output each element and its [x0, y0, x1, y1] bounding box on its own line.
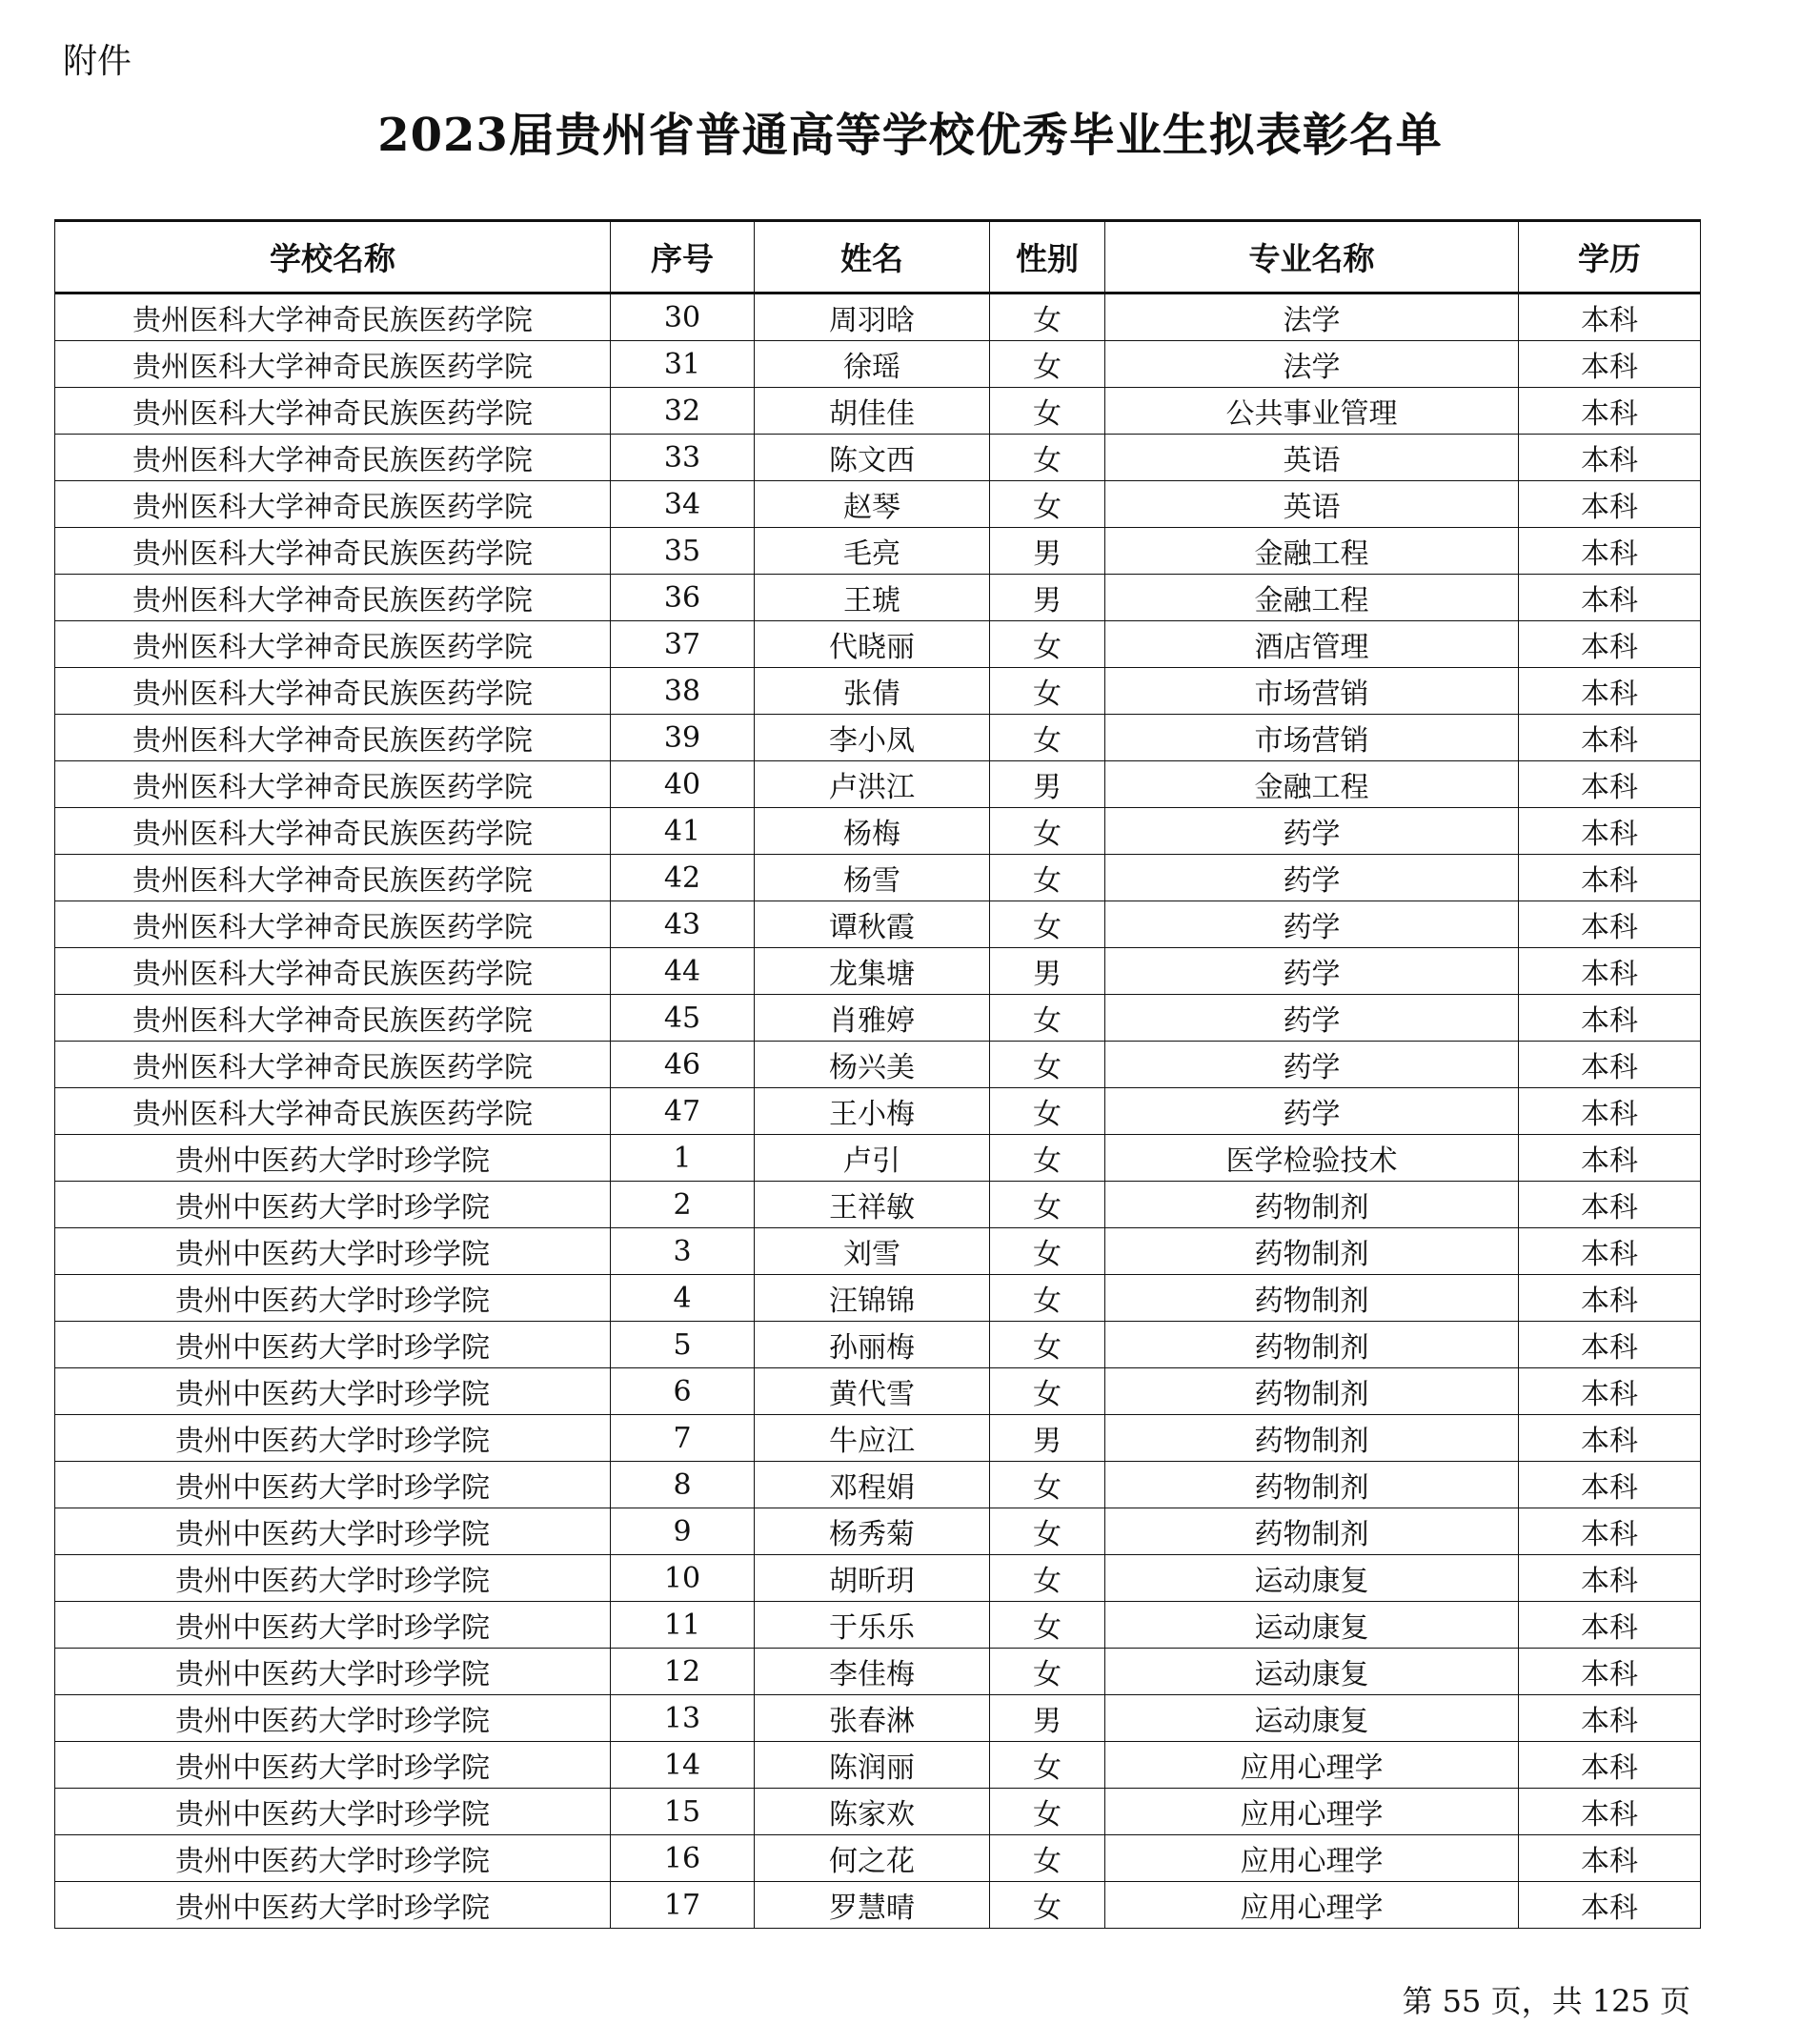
cell-index: 31	[611, 341, 755, 388]
cell-school: 贵州医科大学神奇民族医药学院	[55, 575, 611, 621]
cell-school: 贵州中医药大学时珍学院	[55, 1695, 611, 1742]
cell-index: 41	[611, 808, 755, 855]
table-row	[55, 1882, 1701, 1929]
cell-gender: 女	[990, 388, 1105, 435]
cell-name: 孙丽梅	[755, 1322, 990, 1368]
cell-major: 药物制剂	[1105, 1508, 1519, 1555]
cell-degree: 本科	[1519, 435, 1701, 481]
cell-major: 英语	[1105, 435, 1519, 481]
cell-degree: 本科	[1519, 901, 1701, 948]
table-row	[55, 1042, 1701, 1088]
cell-name: 黄代雪	[755, 1368, 990, 1415]
table-row	[55, 668, 1701, 715]
cell-name: 谭秋霞	[755, 901, 990, 948]
cell-gender: 男	[990, 948, 1105, 995]
cell-index: 45	[611, 995, 755, 1042]
cell-gender: 女	[990, 1228, 1105, 1275]
cell-school: 贵州医科大学神奇民族医药学院	[55, 761, 611, 808]
cell-index: 43	[611, 901, 755, 948]
table-row	[55, 341, 1701, 388]
cell-school: 贵州医科大学神奇民族医药学院	[55, 435, 611, 481]
cell-degree: 本科	[1519, 1415, 1701, 1462]
cell-name: 赵琴	[755, 481, 990, 528]
cell-index: 4	[611, 1275, 755, 1322]
cell-major: 药物制剂	[1105, 1462, 1519, 1508]
cell-index: 42	[611, 855, 755, 901]
cell-school: 贵州中医药大学时珍学院	[55, 1182, 611, 1228]
table-row	[55, 435, 1701, 481]
cell-degree: 本科	[1519, 995, 1701, 1042]
cell-major: 药物制剂	[1105, 1368, 1519, 1415]
cell-school: 贵州医科大学神奇民族医药学院	[55, 481, 611, 528]
cell-name: 牛应江	[755, 1415, 990, 1462]
table-row	[55, 995, 1701, 1042]
column-header-name: 姓名	[755, 221, 990, 293]
cell-school: 贵州医科大学神奇民族医药学院	[55, 948, 611, 995]
cell-school: 贵州中医药大学时珍学院	[55, 1508, 611, 1555]
cell-degree: 本科	[1519, 1789, 1701, 1835]
cell-index: 1	[611, 1135, 755, 1182]
cell-degree: 本科	[1519, 1182, 1701, 1228]
cell-school: 贵州中医药大学时珍学院	[55, 1415, 611, 1462]
cell-name: 张倩	[755, 668, 990, 715]
cell-major: 运动康复	[1105, 1649, 1519, 1695]
cell-school: 贵州中医药大学时珍学院	[55, 1322, 611, 1368]
cell-degree: 本科	[1519, 1462, 1701, 1508]
cell-gender: 女	[990, 1835, 1105, 1882]
cell-major: 市场营销	[1105, 668, 1519, 715]
cell-school: 贵州中医药大学时珍学院	[55, 1462, 611, 1508]
cell-name: 杨秀菊	[755, 1508, 990, 1555]
cell-school: 贵州医科大学神奇民族医药学院	[55, 901, 611, 948]
cell-degree: 本科	[1519, 715, 1701, 761]
cell-gender: 男	[990, 1415, 1105, 1462]
table-row	[55, 715, 1701, 761]
table-row	[55, 1602, 1701, 1649]
cell-gender: 男	[990, 528, 1105, 575]
cell-degree: 本科	[1519, 1368, 1701, 1415]
cell-major: 药学	[1105, 808, 1519, 855]
cell-major: 应用心理学	[1105, 1835, 1519, 1882]
cell-gender: 女	[990, 995, 1105, 1042]
table-header	[55, 221, 1701, 293]
table-row	[55, 1135, 1701, 1182]
table-row	[55, 621, 1701, 668]
cell-index: 10	[611, 1555, 755, 1602]
cell-gender: 女	[990, 715, 1105, 761]
table-row	[55, 1322, 1701, 1368]
cell-name: 于乐乐	[755, 1602, 990, 1649]
table-row	[55, 808, 1701, 855]
cell-school: 贵州医科大学神奇民族医药学院	[55, 293, 611, 341]
cell-index: 35	[611, 528, 755, 575]
cell-gender: 女	[990, 1042, 1105, 1088]
cell-major: 药物制剂	[1105, 1275, 1519, 1322]
cell-major: 药学	[1105, 1042, 1519, 1088]
cell-major: 药学	[1105, 948, 1519, 995]
cell-degree: 本科	[1519, 575, 1701, 621]
cell-index: 2	[611, 1182, 755, 1228]
cell-major: 应用心理学	[1105, 1742, 1519, 1789]
cell-index: 5	[611, 1322, 755, 1368]
column-header-index: 序号	[611, 221, 755, 293]
cell-index: 47	[611, 1088, 755, 1135]
cell-name: 王祥敏	[755, 1182, 990, 1228]
cell-index: 14	[611, 1742, 755, 1789]
column-header-gender: 性别	[990, 221, 1105, 293]
cell-school: 贵州中医药大学时珍学院	[55, 1555, 611, 1602]
cell-school: 贵州中医药大学时珍学院	[55, 1228, 611, 1275]
cell-major: 运动康复	[1105, 1602, 1519, 1649]
cell-gender: 女	[990, 1322, 1105, 1368]
cell-degree: 本科	[1519, 1602, 1701, 1649]
cell-school: 贵州中医药大学时珍学院	[55, 1368, 611, 1415]
cell-name: 邓程娟	[755, 1462, 990, 1508]
cell-degree: 本科	[1519, 1135, 1701, 1182]
cell-degree: 本科	[1519, 1088, 1701, 1135]
cell-major: 法学	[1105, 293, 1519, 341]
cell-school: 贵州中医药大学时珍学院	[55, 1882, 611, 1929]
table-row	[55, 1182, 1701, 1228]
cell-school: 贵州中医药大学时珍学院	[55, 1835, 611, 1882]
cell-gender: 女	[990, 341, 1105, 388]
cell-name: 龙集塘	[755, 948, 990, 995]
cell-name: 李小凤	[755, 715, 990, 761]
cell-name: 胡昕玥	[755, 1555, 990, 1602]
cell-school: 贵州医科大学神奇民族医药学院	[55, 528, 611, 575]
table-row	[55, 1228, 1701, 1275]
table-body	[55, 293, 1701, 1929]
cell-degree: 本科	[1519, 855, 1701, 901]
table-row	[55, 1415, 1701, 1462]
cell-index: 3	[611, 1228, 755, 1275]
cell-index: 38	[611, 668, 755, 715]
cell-gender: 女	[990, 1789, 1105, 1835]
cell-name: 杨兴美	[755, 1042, 990, 1088]
cell-degree: 本科	[1519, 341, 1701, 388]
column-header-degree: 学历	[1519, 221, 1701, 293]
cell-index: 46	[611, 1042, 755, 1088]
cell-index: 15	[611, 1789, 755, 1835]
cell-name: 李佳梅	[755, 1649, 990, 1695]
cell-major: 运动康复	[1105, 1555, 1519, 1602]
cell-degree: 本科	[1519, 1695, 1701, 1742]
cell-major: 医学检验技术	[1105, 1135, 1519, 1182]
table-row	[55, 1508, 1701, 1555]
table-row	[55, 1275, 1701, 1322]
cell-degree: 本科	[1519, 1555, 1701, 1602]
cell-gender: 女	[990, 1602, 1105, 1649]
cell-school: 贵州医科大学神奇民族医药学院	[55, 1042, 611, 1088]
cell-gender: 女	[990, 668, 1105, 715]
cell-major: 酒店管理	[1105, 621, 1519, 668]
cell-major: 法学	[1105, 341, 1519, 388]
cell-major: 运动康复	[1105, 1695, 1519, 1742]
table-row	[55, 1649, 1701, 1695]
cell-degree: 本科	[1519, 761, 1701, 808]
table-row	[55, 575, 1701, 621]
cell-name: 杨梅	[755, 808, 990, 855]
cell-major: 药学	[1105, 1088, 1519, 1135]
cell-degree: 本科	[1519, 1835, 1701, 1882]
cell-gender: 女	[990, 1508, 1105, 1555]
table-row	[55, 1555, 1701, 1602]
cell-major: 药物制剂	[1105, 1322, 1519, 1368]
column-header-major: 专业名称	[1105, 221, 1519, 293]
page-title: 2023届贵州省普通高等学校优秀毕业生拟表彰名单	[377, 109, 1443, 162]
cell-index: 40	[611, 761, 755, 808]
cell-name: 罗慧晴	[755, 1882, 990, 1929]
cell-name: 何之花	[755, 1835, 990, 1882]
cell-index: 8	[611, 1462, 755, 1508]
column-header-school: 学校名称	[55, 221, 611, 293]
cell-gender: 女	[990, 621, 1105, 668]
cell-gender: 女	[990, 855, 1105, 901]
table-row	[55, 388, 1701, 435]
cell-degree: 本科	[1519, 948, 1701, 995]
cell-gender: 女	[990, 1368, 1105, 1415]
cell-name: 杨雪	[755, 855, 990, 901]
cell-degree: 本科	[1519, 1042, 1701, 1088]
cell-major: 应用心理学	[1105, 1882, 1519, 1929]
honoree-table	[54, 219, 1701, 1929]
table-row	[55, 528, 1701, 575]
cell-major: 药学	[1105, 901, 1519, 948]
cell-name: 刘雪	[755, 1228, 990, 1275]
cell-major: 金融工程	[1105, 575, 1519, 621]
cell-name: 毛亮	[755, 528, 990, 575]
table-row	[55, 761, 1701, 808]
cell-degree: 本科	[1519, 1275, 1701, 1322]
cell-degree: 本科	[1519, 481, 1701, 528]
cell-index: 32	[611, 388, 755, 435]
cell-index: 36	[611, 575, 755, 621]
table-row	[55, 1835, 1701, 1882]
cell-gender: 女	[990, 808, 1105, 855]
table-row	[55, 855, 1701, 901]
cell-school: 贵州医科大学神奇民族医药学院	[55, 621, 611, 668]
cell-index: 13	[611, 1695, 755, 1742]
cell-major: 药物制剂	[1105, 1182, 1519, 1228]
cell-gender: 女	[990, 1088, 1105, 1135]
cell-gender: 男	[990, 1695, 1105, 1742]
cell-degree: 本科	[1519, 1508, 1701, 1555]
cell-school: 贵州中医药大学时珍学院	[55, 1649, 611, 1695]
header-row	[55, 221, 1701, 293]
table-row	[55, 948, 1701, 995]
cell-school: 贵州中医药大学时珍学院	[55, 1135, 611, 1182]
cell-school: 贵州中医药大学时珍学院	[55, 1789, 611, 1835]
cell-major: 药学	[1105, 995, 1519, 1042]
cell-index: 34	[611, 481, 755, 528]
cell-major: 药物制剂	[1105, 1228, 1519, 1275]
cell-gender: 女	[990, 293, 1105, 341]
table-row	[55, 1462, 1701, 1508]
page-number: 第 55 页，共 125 页	[1402, 1983, 1690, 2019]
table-row	[55, 901, 1701, 948]
cell-gender: 女	[990, 1742, 1105, 1789]
cell-school: 贵州医科大学神奇民族医药学院	[55, 388, 611, 435]
cell-name: 陈润丽	[755, 1742, 990, 1789]
cell-major: 英语	[1105, 481, 1519, 528]
cell-school: 贵州医科大学神奇民族医药学院	[55, 995, 611, 1042]
table-row	[55, 481, 1701, 528]
cell-gender: 男	[990, 575, 1105, 621]
cell-school: 贵州中医药大学时珍学院	[55, 1602, 611, 1649]
cell-index: 44	[611, 948, 755, 995]
cell-index: 12	[611, 1649, 755, 1695]
cell-school: 贵州医科大学神奇民族医药学院	[55, 668, 611, 715]
cell-name: 胡佳佳	[755, 388, 990, 435]
cell-degree: 本科	[1519, 1649, 1701, 1695]
table-row	[55, 1695, 1701, 1742]
cell-gender: 女	[990, 1462, 1105, 1508]
table-row	[55, 1088, 1701, 1135]
cell-name: 卢洪江	[755, 761, 990, 808]
cell-degree: 本科	[1519, 808, 1701, 855]
cell-index: 17	[611, 1882, 755, 1929]
cell-name: 代晓丽	[755, 621, 990, 668]
cell-gender: 女	[990, 1135, 1105, 1182]
cell-index: 9	[611, 1508, 755, 1555]
cell-index: 7	[611, 1415, 755, 1462]
cell-name: 肖雅婷	[755, 995, 990, 1042]
cell-school: 贵州医科大学神奇民族医药学院	[55, 1088, 611, 1135]
table-row	[55, 1789, 1701, 1835]
cell-name: 王小梅	[755, 1088, 990, 1135]
cell-index: 11	[611, 1602, 755, 1649]
cell-name: 汪锦锦	[755, 1275, 990, 1322]
cell-major: 金融工程	[1105, 761, 1519, 808]
cell-index: 33	[611, 435, 755, 481]
cell-gender: 女	[990, 481, 1105, 528]
cell-school: 贵州中医药大学时珍学院	[55, 1742, 611, 1789]
cell-name: 张春淋	[755, 1695, 990, 1742]
cell-degree: 本科	[1519, 1322, 1701, 1368]
cell-school: 贵州医科大学神奇民族医药学院	[55, 808, 611, 855]
table-row	[55, 1742, 1701, 1789]
cell-major: 应用心理学	[1105, 1789, 1519, 1835]
cell-major: 药物制剂	[1105, 1415, 1519, 1462]
cell-major: 公共事业管理	[1105, 388, 1519, 435]
cell-name: 王琥	[755, 575, 990, 621]
cell-school: 贵州医科大学神奇民族医药学院	[55, 715, 611, 761]
cell-name: 陈文西	[755, 435, 990, 481]
cell-gender: 女	[990, 901, 1105, 948]
cell-index: 37	[611, 621, 755, 668]
cell-name: 徐瑶	[755, 341, 990, 388]
cell-school: 贵州医科大学神奇民族医药学院	[55, 855, 611, 901]
cell-degree: 本科	[1519, 668, 1701, 715]
cell-name: 卢引	[755, 1135, 990, 1182]
cell-gender: 女	[990, 1555, 1105, 1602]
table-row	[55, 293, 1701, 341]
cell-gender: 男	[990, 761, 1105, 808]
cell-school: 贵州医科大学神奇民族医药学院	[55, 341, 611, 388]
table-row	[55, 1368, 1701, 1415]
cell-gender: 女	[990, 1882, 1105, 1929]
cell-gender: 女	[990, 1649, 1105, 1695]
cell-degree: 本科	[1519, 388, 1701, 435]
cell-degree: 本科	[1519, 1228, 1701, 1275]
cell-degree: 本科	[1519, 293, 1701, 341]
attachment-label: 附件	[63, 42, 132, 81]
cell-index: 30	[611, 293, 755, 341]
cell-degree: 本科	[1519, 528, 1701, 575]
cell-degree: 本科	[1519, 1742, 1701, 1789]
cell-gender: 女	[990, 1182, 1105, 1228]
cell-name: 陈家欢	[755, 1789, 990, 1835]
cell-index: 39	[611, 715, 755, 761]
cell-major: 市场营销	[1105, 715, 1519, 761]
cell-name: 周羽晗	[755, 293, 990, 341]
cell-index: 6	[611, 1368, 755, 1415]
cell-school: 贵州中医药大学时珍学院	[55, 1275, 611, 1322]
cell-major: 金融工程	[1105, 528, 1519, 575]
cell-degree: 本科	[1519, 621, 1701, 668]
cell-degree: 本科	[1519, 1882, 1701, 1929]
cell-gender: 女	[990, 435, 1105, 481]
cell-gender: 女	[990, 1275, 1105, 1322]
cell-major: 药学	[1105, 855, 1519, 901]
cell-index: 16	[611, 1835, 755, 1882]
